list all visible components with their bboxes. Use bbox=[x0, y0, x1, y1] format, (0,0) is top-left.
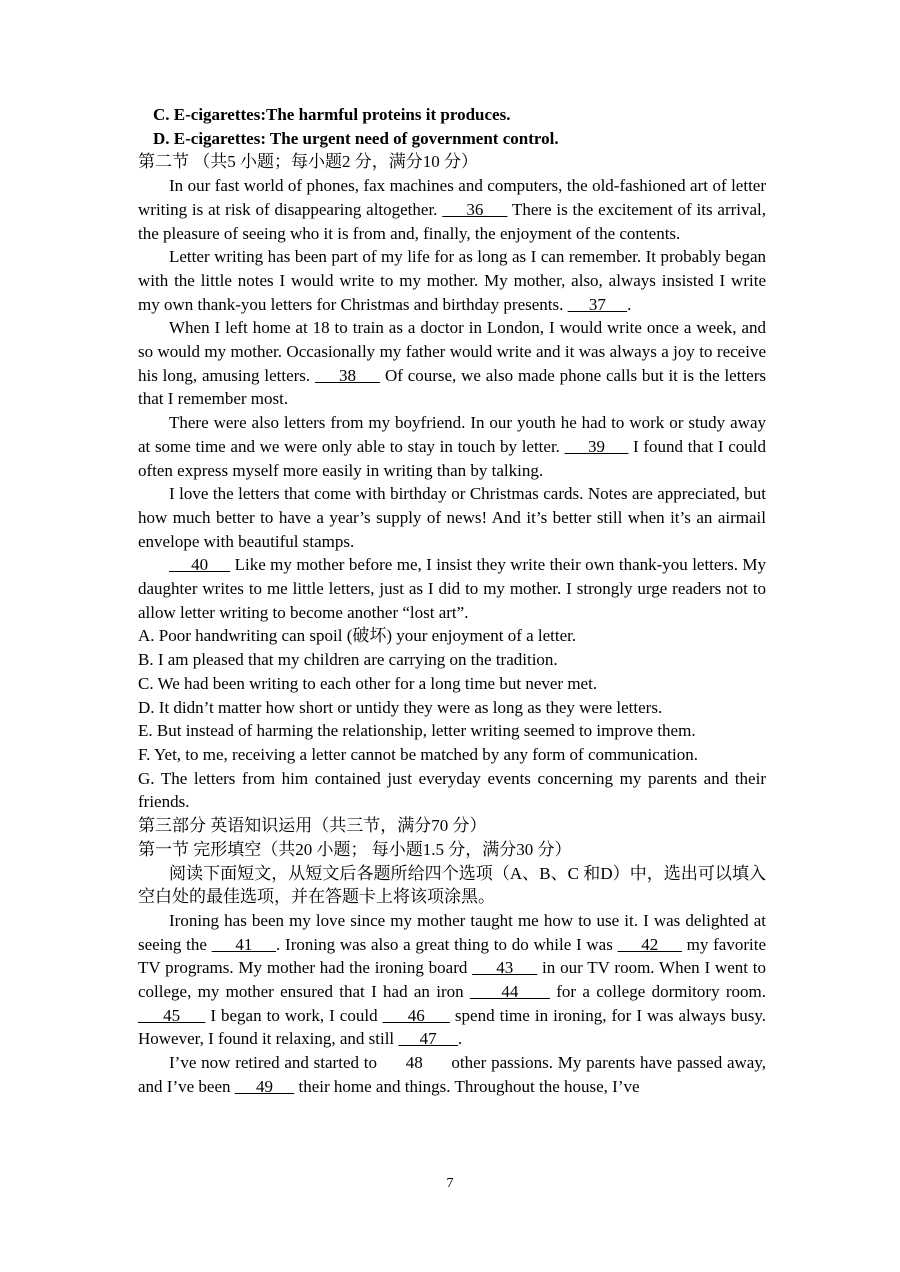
blank-47: 47 bbox=[398, 1029, 458, 1049]
part-3-header: 第三部分 英语知识运用（共三节，满分70 分） bbox=[138, 816, 487, 836]
passage-paragraph-2: Letter writing has been part of my life for as long as I can remember. It probably began with the little notes I would write to my mother. My mother, also, always insisted I write my own thank-you letters for Christmas and birthday presents. 37 . bbox=[138, 247, 766, 314]
blank-36: 36 bbox=[442, 199, 508, 219]
passage-paragraph-4: There were also letters from my boyfriend. In our youth he had to work or study away at some time and we were only able to stay in touch by letter. 39 I found that I could often express myself more easily in writing than by talking. bbox=[138, 413, 766, 480]
blank-37: 37 bbox=[567, 294, 628, 314]
cloze-paragraph-2: I’ve now retired and started to 48 other passions. My parents have passed away, and I’ve been 49 their home and things. Throughout the house, I’ve bbox=[138, 1053, 766, 1096]
blank-44: 44 bbox=[469, 982, 550, 1002]
page-number: 7 bbox=[446, 1176, 454, 1191]
option-d: D. It didn’t matter how short or untidy they were as long as they were letters. bbox=[138, 697, 663, 717]
section-1-header: 第一节 完形填空（共20 小题； 每小题1.5 分，满分30 分） bbox=[138, 839, 572, 859]
blank-45: 45 bbox=[138, 1005, 206, 1025]
blank-40: 40 bbox=[169, 555, 231, 575]
blank-39: 39 bbox=[564, 436, 629, 456]
blank-49: 49 bbox=[234, 1076, 295, 1096]
option-e: E. But instead of harming the relationship, letter writing seemed to improve them. bbox=[138, 721, 696, 741]
option-c: C. We had been writing to each other for a long time but never met. bbox=[138, 673, 598, 693]
blank-41: 41 bbox=[211, 934, 277, 954]
option-g: G. The letters from him contained just everyday events concerning my parents and their friends. bbox=[138, 768, 766, 812]
cloze-paragraph-1: Ironing has been my love since my mother taught me how to use it. I was delighted at seeing the 41 . Ironing was also a great thing to do while I was 42 my favorite TV programs. My mother had the ironing board 43 in our TV room. When I went to college, my mother ensured that I had an iron 44 for a college dormitory room. 45 I began to work, I could 46 spend time in ironing, for I was always busy. However, I found it relaxing, and still 47 . bbox=[138, 910, 766, 1049]
blank-42: 42 bbox=[617, 934, 682, 954]
choice-d-line: D. E-cigarettes: The urgent need of government control. bbox=[153, 128, 559, 148]
cloze-instructions: 阅读下面短文，从短文后各题所给四个选项（A、B、C 和D）中，选出可以填入空白处的最佳选项，并在答题卡上将该项涂黑。 bbox=[138, 863, 766, 907]
document-blocks bbox=[138, 103, 766, 1099]
passage-paragraph-1: In our fast world of phones, fax machines and computers, the old-fashioned art of letter writing is at risk of disappearing altogether. 36 There is the excitement of its arrival, the pleasure of seeing who it is from and, finally, the enjoyment of the contents. bbox=[138, 176, 767, 243]
section-2-header: 第二节 （共5 小题；每小题2 分，满分10 分） bbox=[138, 152, 478, 172]
passage-paragraph-6: 40 Like my mother before me, I insist they write their own thank-you letters. My daughter writes to me little letters, just as I did to my mother. I strongly urge readers not to allow letter writing to become another “lost art”. bbox=[138, 555, 767, 622]
passage-paragraph-5: I love the letters that come with birthday or Christmas cards. Notes are appreciated, but how much better to have a year’s supply of news! And it’s better still when it’s an airmail envelope with beautiful stamps. bbox=[138, 484, 766, 551]
blank-46: 46 bbox=[382, 1005, 450, 1025]
option-a: A. Poor handwriting can spoil (破坏) your enjoyment of a letter. bbox=[138, 626, 577, 646]
option-f: F. Yet, to me, receiving a letter cannot be matched by any form of communication. bbox=[138, 744, 698, 764]
blank-38: 38 bbox=[314, 365, 381, 385]
option-b: B. I am pleased that my children are carrying on the tradition. bbox=[138, 650, 558, 670]
choice-c-line: C. E-cigarettes:The harmful proteins it produces. bbox=[153, 105, 511, 124]
blank-48: 48 bbox=[381, 1053, 447, 1073]
passage-paragraph-3: When I left home at 18 to train as a doctor in London, I would write once a week, and so would my mother. Occasionally my father would write and it was always a joy to receive his long, amusing letters. 38 Of course, we also made phone calls but it is the letters that I remember most. bbox=[138, 318, 766, 409]
blank-43: 43 bbox=[472, 958, 538, 978]
